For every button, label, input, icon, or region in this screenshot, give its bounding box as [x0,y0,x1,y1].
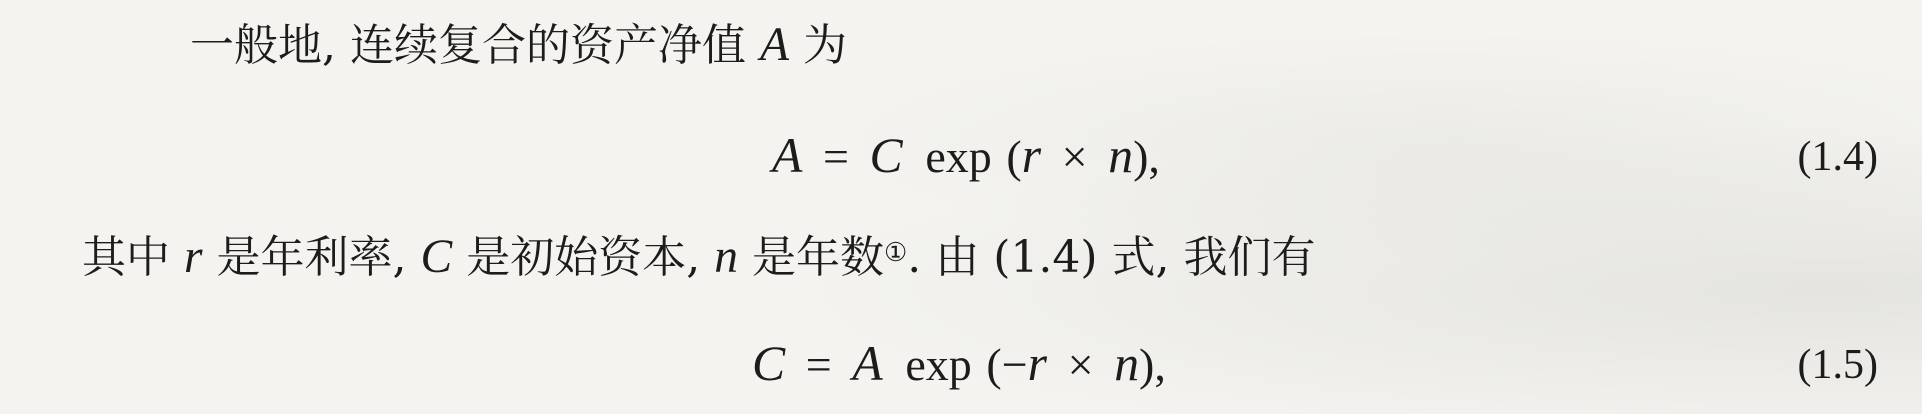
intro-text-end: 为 [803,20,848,71]
footnote-marker[interactable]: ① [883,238,908,268]
variable-A: A [759,19,790,71]
equation-1-5 [752,336,1166,393]
def-var-r: r [184,231,203,283]
eq14-n: n [1108,128,1134,183]
paragraph-definitions [82,230,1316,285]
eq15-open-paren: ( [986,339,1002,390]
eq15-lhs: C [752,336,786,391]
def-text-5: . 由 (1.4) 式, 我们有 [907,232,1316,283]
eq14-exp: exp [925,131,992,182]
equation-number-1-4: (1.4) [1797,134,1878,180]
def-text-2: 是年利率, [216,232,407,283]
paragraph-intro [190,18,847,73]
def-text-3: 是初始资本, [466,232,701,283]
eq14-equals: = [822,131,849,182]
intro-text: 一般地, 连续复合的资产净值 [190,20,746,71]
eq15-comma: , [1154,339,1166,390]
eq15-minus: − [1001,339,1028,390]
eq14-lhs: A [772,128,803,183]
eq14-C: C [869,128,903,183]
eq15-n: n [1114,336,1140,391]
equation-1-4 [772,128,1160,185]
eq15-equals: = [805,339,832,390]
eq15-close-paren: ) [1139,339,1155,390]
def-var-C: C [420,231,453,283]
eq14-r: r [1021,128,1042,183]
eq14-times: × [1061,131,1088,182]
eq15-r: r [1027,336,1047,391]
eq14-comma: , [1148,131,1160,182]
equation-number-1-5: (1.5) [1797,342,1878,388]
eq14-close-paren: ) [1133,131,1149,182]
def-text-4: 是年数 [751,232,884,283]
eq15-A: A [852,336,883,391]
def-text-1: 其中 [82,232,170,283]
def-var-n: n [714,231,738,283]
eq15-times: × [1067,339,1094,390]
eq14-open-paren: ( [1006,131,1022,182]
eq15-exp: exp [905,339,972,390]
